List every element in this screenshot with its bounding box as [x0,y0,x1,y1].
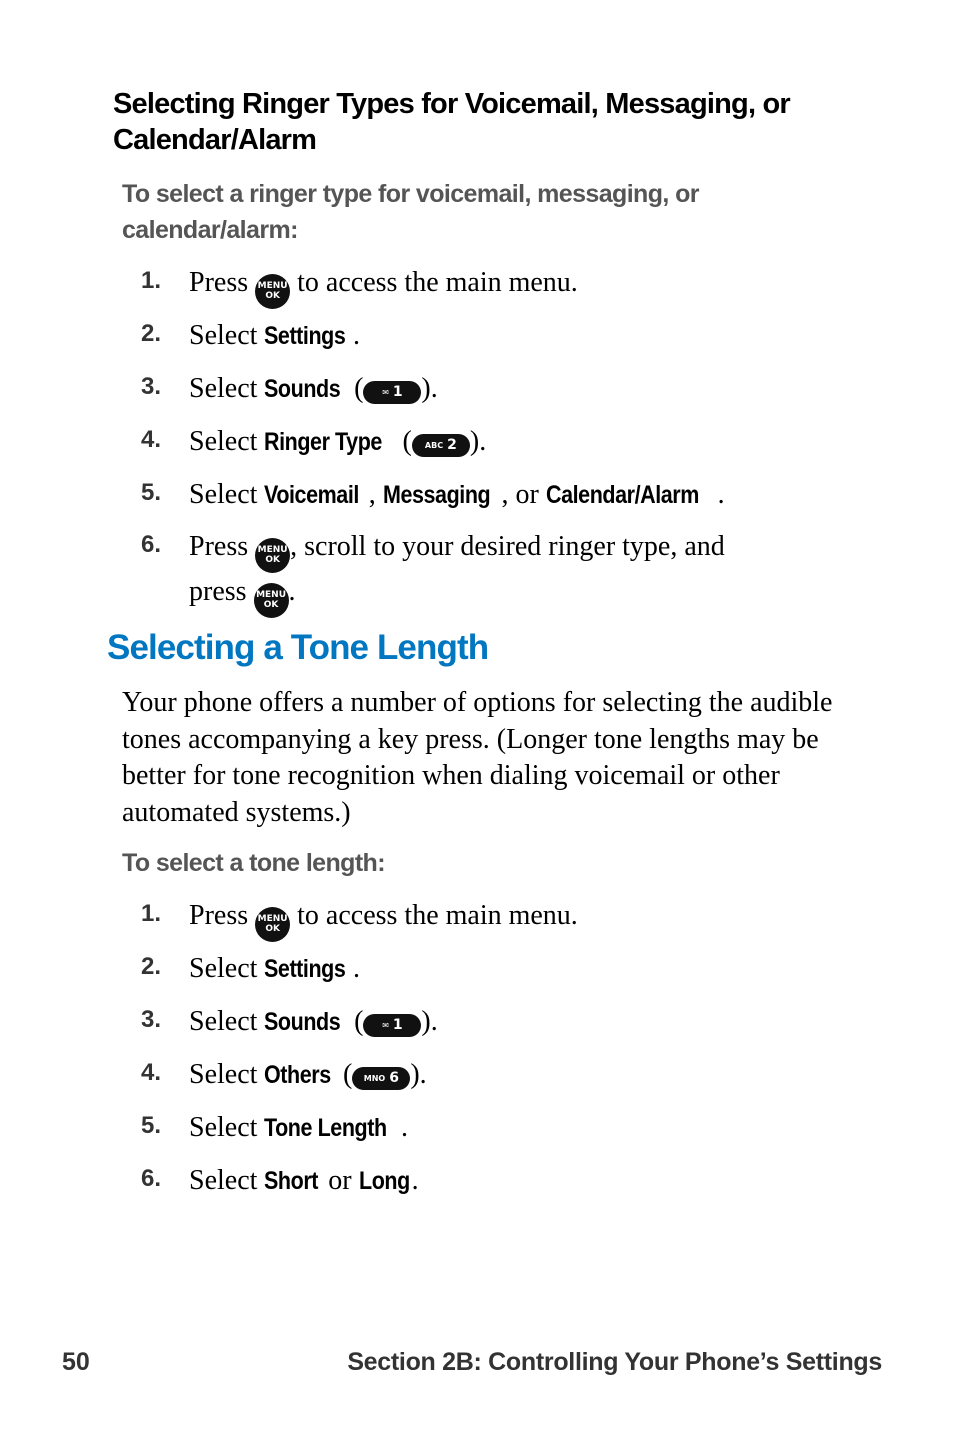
step-number: 2. [141,320,162,347]
section-heading-ringer-types [113,86,873,158]
step-number: 1. [141,900,162,927]
key-digit: 6 [389,1070,399,1086]
step-text [189,370,829,408]
key-1-icon [363,1014,421,1037]
list-item [0,897,954,937]
step-number: 5. [141,1112,162,1139]
menu-option-name: Tone Length [264,1114,388,1142]
step-text [189,1003,829,1041]
step-text [189,264,829,309]
menu-option-name: Voicemail [264,481,360,509]
step-number: 2. [141,953,162,980]
step-pre: Select [189,479,265,510]
key-top: MENU [257,281,288,291]
step-pre: press [189,576,247,607]
step-pre: Select [189,1165,265,1196]
key-bottom: OK [265,291,280,301]
step-number: 5. [141,479,162,506]
menu-option-name: Calendar/Alarm [545,481,699,509]
separator: or [321,1165,359,1196]
envelope-icon: ✉ [382,388,389,397]
menu-option-name: Ringer Type [264,428,383,456]
menu-option-name: Others [264,1061,332,1089]
step-text [189,897,829,942]
step-pre: Select [189,1006,265,1037]
step-number: 4. [141,1059,162,1086]
step-number: 1. [141,267,162,294]
step-text [189,423,829,461]
step-post: , scroll to your desired ringer type, and [290,531,725,562]
step-mid: ( [395,426,412,457]
menu-ok-key-icon [255,274,290,309]
step-text [189,1162,829,1200]
list-item [0,476,954,516]
step-number: 6. [141,531,162,558]
key-bottom: OK [265,555,280,565]
list-item [0,1056,954,1096]
step-number: 3. [141,1006,162,1033]
intro-line: calendar/alarm: [122,216,298,244]
key-letters: ABC [424,441,444,450]
instruction-intro [122,176,822,248]
step-post: . [717,479,725,510]
step-post: ). [469,426,487,457]
step-post: to access the main menu. [290,267,578,298]
menu-option-name: Settings [264,322,346,350]
step-pre: Press [189,900,249,931]
list-item [0,423,954,463]
menu-option-name: Short [264,1167,319,1195]
step-post: ). [421,1006,438,1037]
step-text [189,1056,829,1094]
key-6-icon [352,1067,410,1090]
step-post: . [288,576,296,607]
key-1-icon [363,381,421,404]
step-mid: ( [347,373,364,404]
key-bottom: OK [263,600,279,610]
step-post: to access the main menu. [290,900,578,931]
step-number: 4. [141,426,162,453]
step-pre: Press [189,531,249,562]
step-mid: ( [336,1059,353,1090]
step-post: . [411,1165,419,1196]
step-pre: Select [189,320,265,351]
envelope-icon: ✉ [382,1021,389,1030]
step-post: . [401,1112,409,1143]
menu-option-name: Sounds [264,1008,341,1036]
step-text [189,528,829,618]
step-pre: Select [189,953,265,984]
heading-line: Calendar/Alarm [113,124,317,156]
list-item [0,528,954,608]
key-top: MENU [257,545,288,555]
key-2-icon [412,434,470,457]
menu-option-name: Long [358,1167,410,1195]
step-pre: Select [189,426,265,457]
step-text [189,317,829,355]
list-item [0,1109,954,1149]
step-pre: Select [189,373,265,404]
section-heading-tone-length: Selecting a Tone Length [107,628,489,667]
step-post: ). [421,373,438,404]
running-footer-title: Section 2B: Controlling Your Phone’s Settings [347,1348,882,1376]
body-paragraph: Your phone offers a number of options for selecting the audible tones accompanying a key press. (Longer tone lengths may be better for tone recognition when dialing voicemail or other automated systems.) [122,687,833,828]
key-letters: MNO [363,1074,386,1083]
list-item [0,317,954,357]
step-text [189,1109,829,1147]
menu-option-name: Settings [264,955,346,983]
menu-option-name: Messaging [382,481,491,509]
separator: , [368,479,383,510]
step-post: ). [410,1059,427,1090]
step-number: 6. [141,1165,162,1192]
step-text [189,476,829,514]
step-pre: Select [189,1059,265,1090]
page-number: 50 [62,1348,90,1376]
key-top: MENU [257,914,288,924]
menu-ok-key-icon [254,583,289,618]
menu-option-name: Sounds [264,375,341,403]
list-item [0,950,954,990]
key-digit: 1 [392,384,403,400]
list-item [0,264,954,304]
list-item [0,1162,954,1202]
key-top: MENU [256,590,287,600]
key-digit: 2 [447,437,457,453]
menu-ok-key-icon [255,538,290,573]
step-pre: Select [189,1112,265,1143]
step-text [189,950,829,988]
intro-line: To select a ringer type for voicemail, messaging, or [122,180,699,208]
key-bottom: OK [265,924,280,934]
step-post: . [353,953,361,984]
step-number: 3. [141,373,162,400]
heading-line: Selecting Ringer Types for Voicemail, Messaging, or [113,88,790,120]
step-post: . [353,320,361,351]
instruction-intro: To select a tone length: [122,849,385,877]
menu-ok-key-icon [255,907,290,942]
step-pre: Press [189,267,249,298]
step-mid: ( [347,1006,364,1037]
separator: , or [501,479,546,510]
list-item [0,370,954,410]
list-item [0,1003,954,1043]
key-digit: 1 [392,1017,403,1033]
